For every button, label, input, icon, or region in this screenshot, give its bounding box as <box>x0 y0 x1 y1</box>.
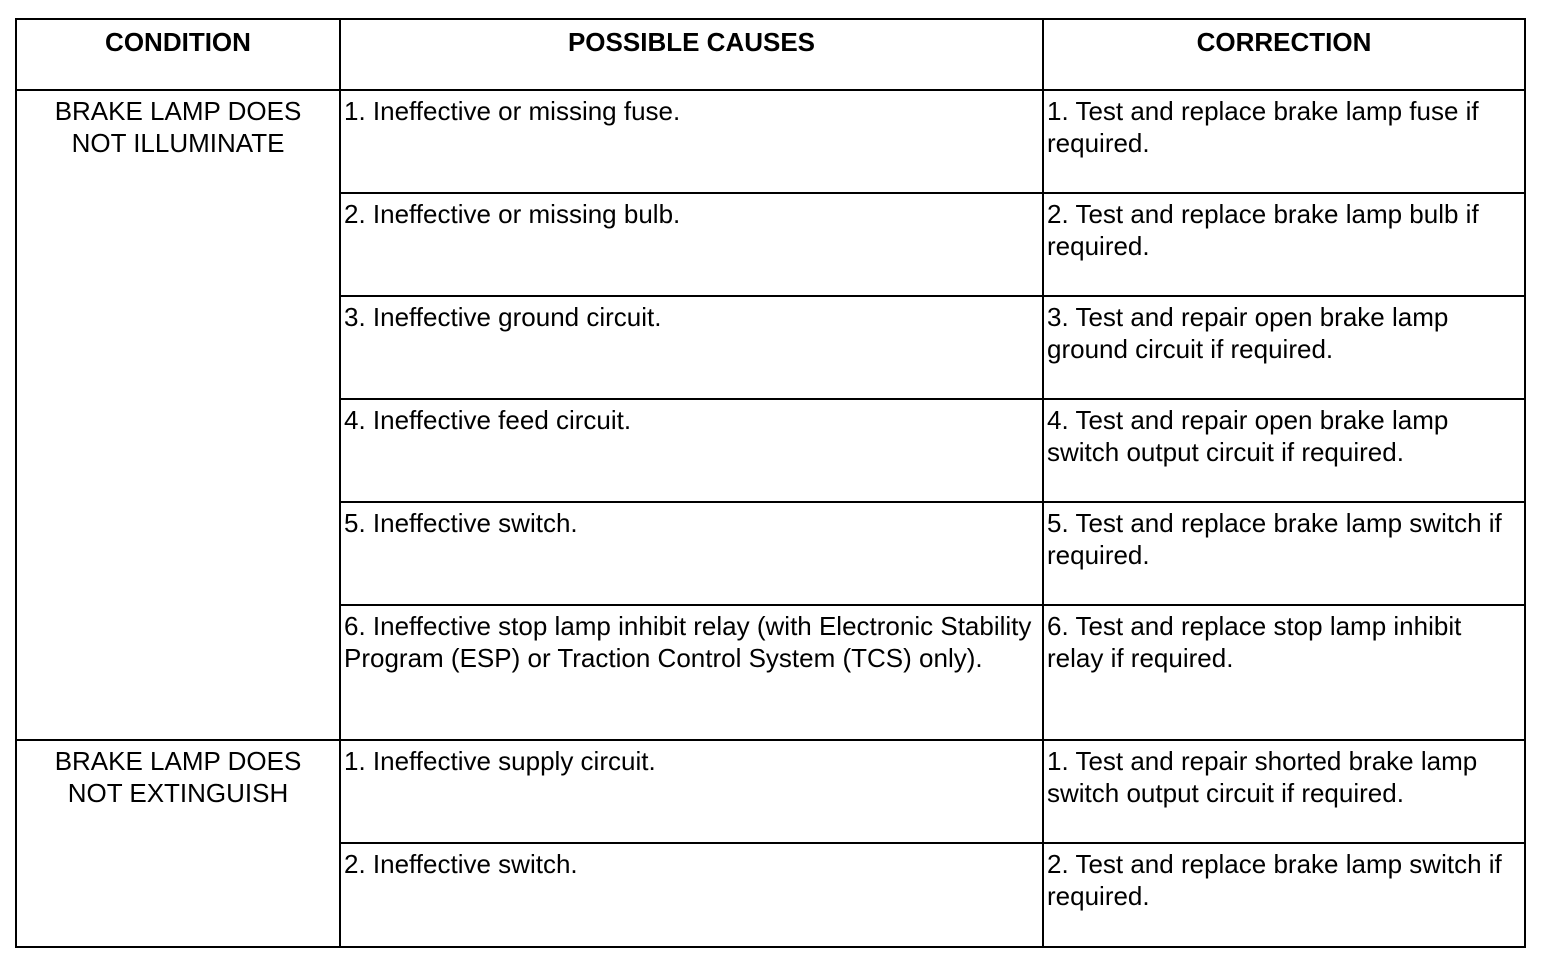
cause-cell: 1. Ineffective or missing fuse. <box>340 90 1043 193</box>
correction-cell: 4. Test and repair open brake lamp switch output circuit if required. <box>1043 399 1525 502</box>
cause-cell: 6. Ineffective stop lamp inhibit relay (with Electronic Stability Program (ESP) or Traction Control System (TCS) only). <box>340 605 1043 740</box>
table-row <box>16 740 1525 843</box>
header-correction: CORRECTION <box>1043 19 1525 90</box>
correction-cell: 6. Test and replace stop lamp inhibit relay if required. <box>1043 605 1525 740</box>
cause-cell: 1. Ineffective supply circuit. <box>340 740 1043 843</box>
correction-cell: 3. Test and repair open brake lamp ground circuit if required. <box>1043 296 1525 399</box>
correction-cell: 2. Test and replace brake lamp bulb if required. <box>1043 193 1525 296</box>
header-row <box>16 19 1525 90</box>
condition-cell: BRAKE LAMP DOES NOT ILLUMINATE <box>16 90 340 740</box>
correction-cell: 1. Test and replace brake lamp fuse if required. <box>1043 90 1525 193</box>
correction-cell: 1. Test and repair shorted brake lamp switch output circuit if required. <box>1043 740 1525 843</box>
header-condition: CONDITION <box>16 19 340 90</box>
table-row <box>16 90 1525 193</box>
cause-cell: 2. Ineffective or missing bulb. <box>340 193 1043 296</box>
cause-cell: 3. Ineffective ground circuit. <box>340 296 1043 399</box>
condition-cell: BRAKE LAMP DOES NOT EXTINGUISH <box>16 740 340 947</box>
correction-cell: 2. Test and replace brake lamp switch if required. <box>1043 843 1525 947</box>
correction-cell: 5. Test and replace brake lamp switch if required. <box>1043 502 1525 605</box>
cause-cell: 2. Ineffective switch. <box>340 843 1043 947</box>
cause-cell: 5. Ineffective switch. <box>340 502 1043 605</box>
header-possible-causes: POSSIBLE CAUSES <box>340 19 1043 90</box>
cause-cell: 4. Ineffective feed circuit. <box>340 399 1043 502</box>
diagnosis-table <box>15 18 1526 948</box>
